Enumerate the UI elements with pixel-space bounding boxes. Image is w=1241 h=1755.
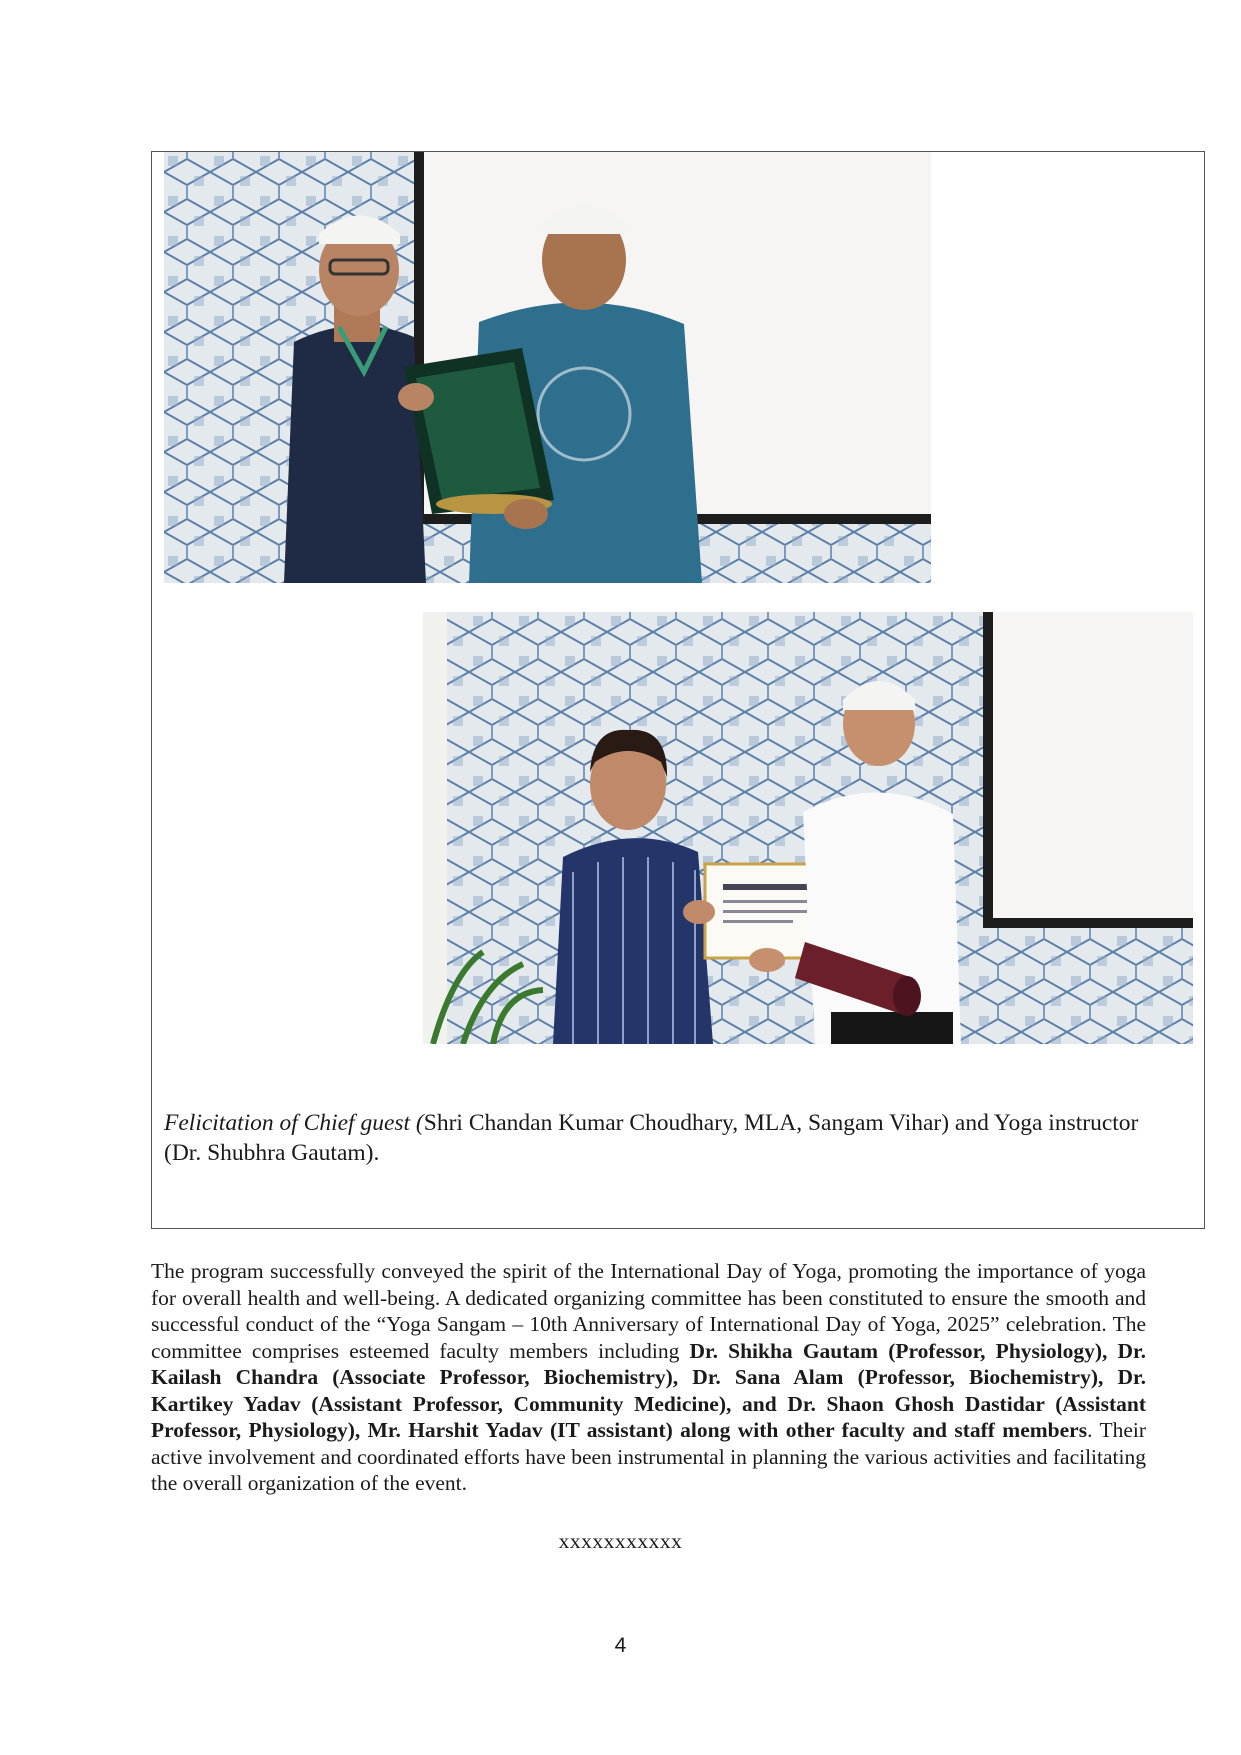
felicitation-photo-chief-guest <box>164 152 931 583</box>
figure-box <box>151 151 1205 1229</box>
photo-caption <box>164 1108 1174 1168</box>
end-mark: xxxxxxxxxxx <box>558 1529 683 1553</box>
caption-text: Shri Chandan Kumar Choudhary, MLA, Sangam Vihar) and Yoga instructor (Dr. Shubhra Gautam). <box>164 1110 1139 1166</box>
body-paragraph <box>151 1258 1146 1497</box>
photo-illustration <box>423 612 1193 1044</box>
felicitation-photo-yoga-instructor <box>423 612 1193 1044</box>
committee-members: Dr. Shikha Gautam (Professor, Physiology), Dr. Kailash Chandra (Associate Professor, Biochemistry), Dr. Sana Alam (Professor, Biochemistry), Dr. Kartikey Yadav (Assistant Professor, Community Medicine), and Dr. Shaon Ghosh Dastidar (Assistant Professor, Physiology), Mr. Harshit Yadav (IT assistant) along with other faculty and staff members <box>151 1338 1146 1442</box>
page-number: 4 <box>614 1634 627 1657</box>
photo-illustration <box>164 152 931 583</box>
caption-italic: Felicitation of Chief guest ( <box>164 1110 424 1136</box>
paragraph-closing: . Their active involvement and coordinated efforts have been instrumental in planning the various activities and facilitating the overall organization of the event. <box>151 1418 1147 1495</box>
paragraph-intro: The program successfully conveyed the spirit of the International Day of Yoga, promoting the importance of yoga for overall health and well-being. A dedicated organizing committee has been constituted to ensure the smooth and successful conduct of the “Yoga Sangam – 10th Anniversary of International Day of Yoga, 2025” celebration. The committee comprises esteemed faculty members including <box>151 1259 1146 1363</box>
